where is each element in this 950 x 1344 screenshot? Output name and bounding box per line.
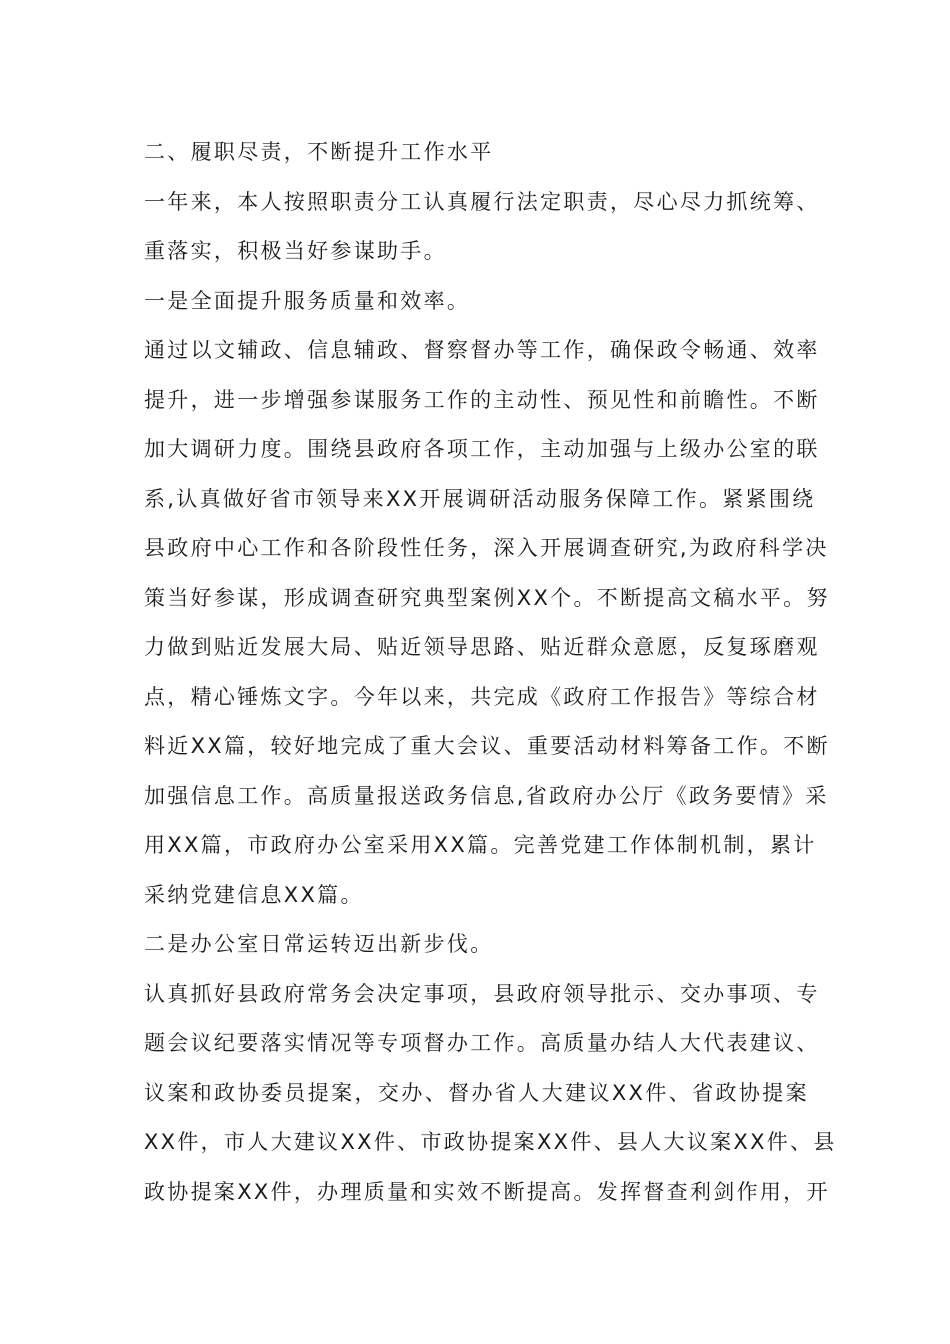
paragraph-line: 一年来，本人按照职责分工认真履行法定职责，尽心尽力抓统筹、 — [144, 189, 820, 214]
paragraph-line: 议案和政协委员提案，交办、督办省人大建议XX件、省政协提案 — [144, 1080, 809, 1105]
paragraph-line: 政协提案XX件，办理质量和实效不断提高。发挥督查利剑作用，开 — [144, 1179, 830, 1204]
paragraph-line: 采纳党建信息XX篇。 — [144, 882, 364, 907]
paragraph-line: 加大调研力度。围绕县政府各项工作，主动加强与上级办公室的联 — [144, 437, 820, 461]
section-heading: 二、履职尽责，不断提升工作水平 — [144, 140, 494, 164]
document-body — [144, 128, 837, 1217]
paragraph-line: 用XX篇，市政府办公室采用XX篇。完善党建工作体制机制，累计 — [144, 833, 817, 857]
subsection-heading: 二是办公室日常运转迈出新步伐。 — [144, 932, 494, 956]
paragraph-line: 县政府中心工作和各阶段性任务，深入开展调查研究,为政府科学决 — [144, 536, 829, 560]
paragraph-line: 点，精心锤炼文字。今年以来，共完成《政府工作报告》等综合材 — [144, 684, 820, 709]
paragraph-line: 通过以文辅政、信息辅政、督察督办等工作，确保政令畅通、效率 — [144, 338, 820, 362]
paragraph-line: 认真抓好县政府常务会决定事项，县政府领导批示、交办事项、专 — [144, 981, 820, 1006]
paragraph-line: 系,认真做好省市领导来XX开展调研活动服务保障工作。紧紧围绕 — [144, 486, 816, 511]
subsection-heading: 一是全面提升服务质量和效率。 — [144, 288, 471, 313]
paragraph-line: 加强信息工作。高质量报送政务信息,省政府办公厅《政务要情》采 — [144, 783, 829, 808]
paragraph-line: 重落实，积极当好参谋助手。 — [144, 239, 447, 263]
paragraph-line: 题会议纪要落实情况等专项督办工作。高质量办结人大代表建议、 — [144, 1031, 820, 1055]
paragraph-line: 提升，进一步增强参谋服务工作的主动性、预见性和前瞻性。不断 — [144, 387, 820, 412]
paragraph-line: XX件，市人大建议XX件、市政协提案XX件、县人大议案XX件、县 — [144, 1130, 837, 1154]
paragraph-line: 策当好参谋，形成调查研究典型案例XX个。不断提高文稿水平。努 — [144, 585, 830, 610]
paragraph-line: 料近XX篇，较好地完成了重大会议、重要活动材料筹备工作。不断 — [144, 734, 830, 758]
paragraph-line: 力做到贴近发展大局、贴近领导思路、贴近群众意愿，反复琢磨观 — [144, 635, 820, 659]
